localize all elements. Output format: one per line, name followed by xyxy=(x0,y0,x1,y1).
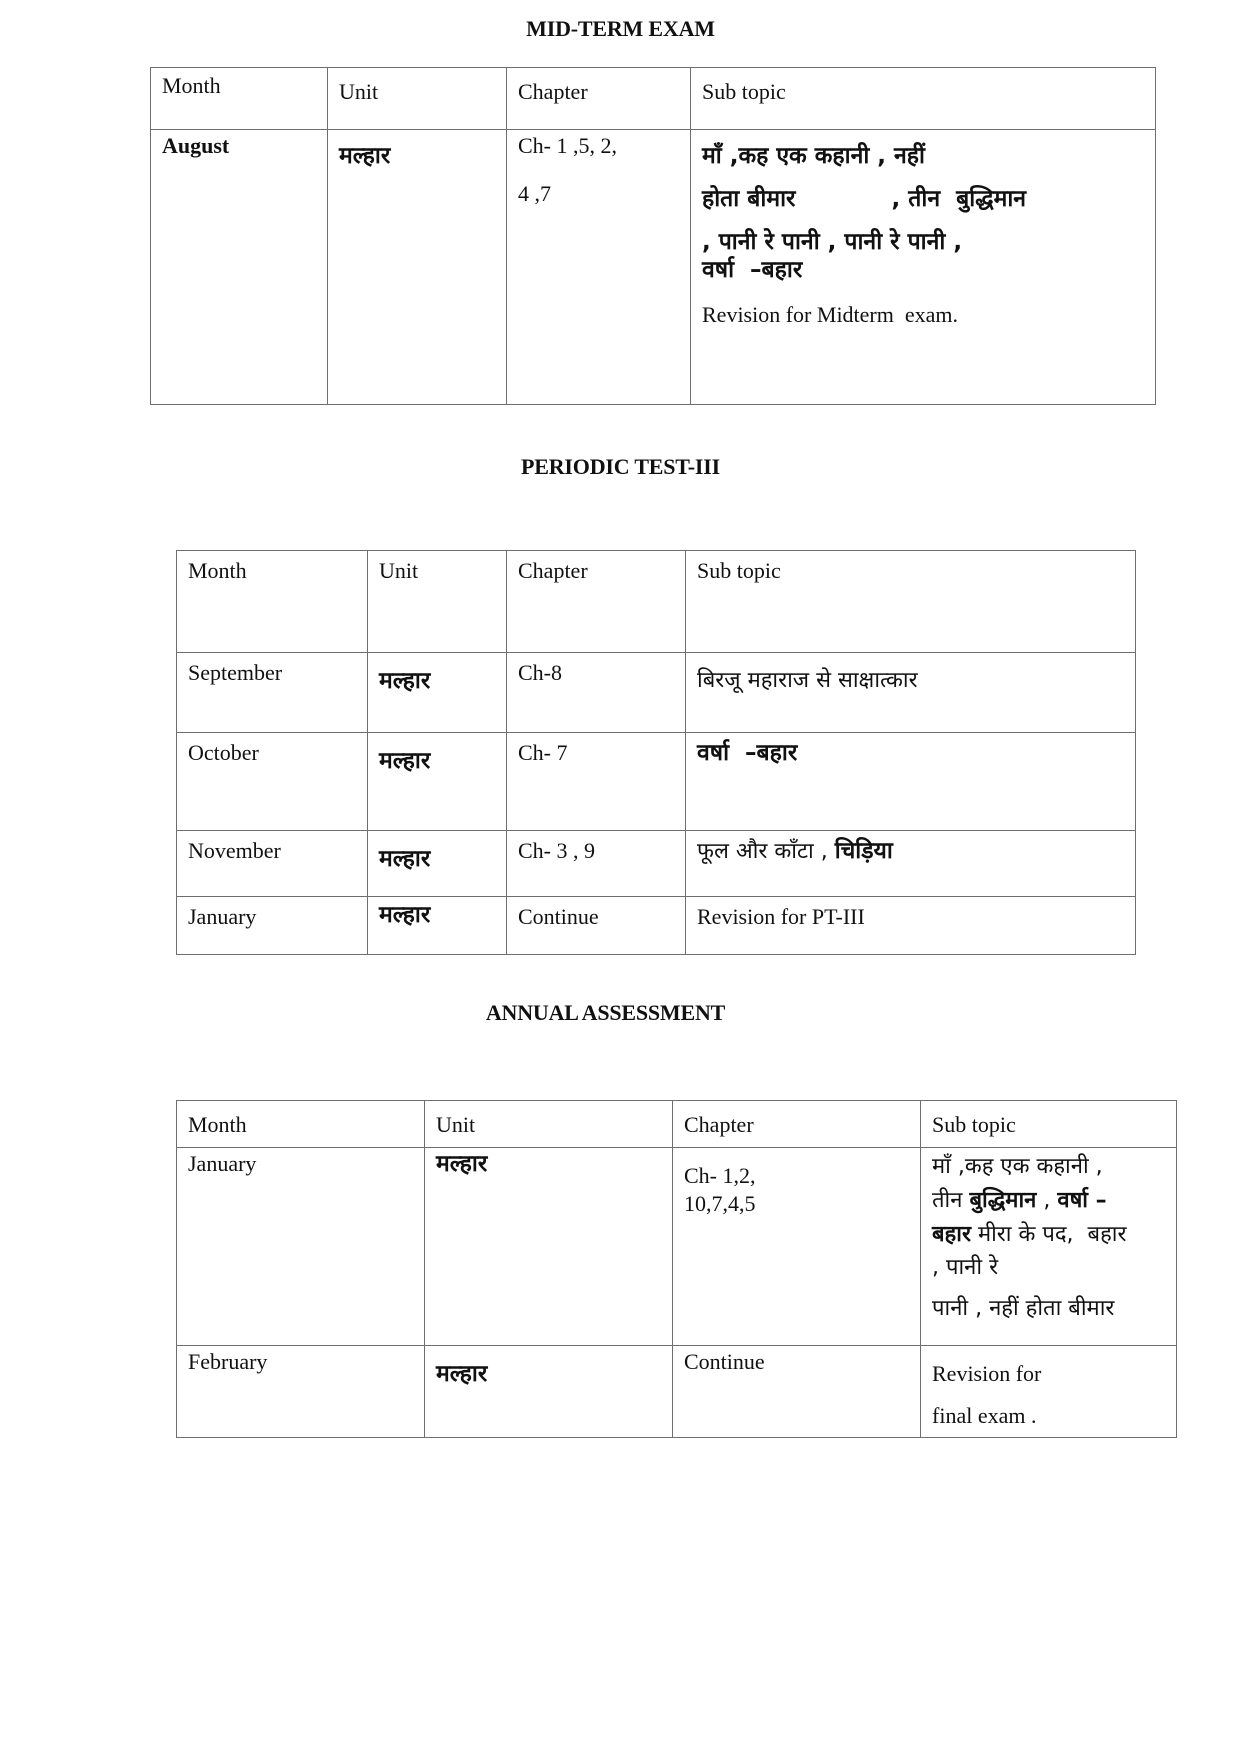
table-header-row xyxy=(151,68,1156,130)
subtopic-line: होता बीमार , तीन बुद्धिमान xyxy=(702,185,1027,212)
subtopic-text-bold: चिड़िया xyxy=(834,838,893,864)
subtopic-line: , पानी रे xyxy=(932,1255,999,1280)
cell-unit: मल्हार xyxy=(425,1148,673,1346)
cell-month: February xyxy=(177,1346,425,1438)
table-header-row xyxy=(177,1101,1177,1148)
cell-chapter: Ch-8 xyxy=(507,653,686,733)
subtopic-text: मीरा के पद, बहार xyxy=(970,1222,1127,1247)
cell-subtopic: वर्षा –बहार xyxy=(686,733,1136,831)
cell-month: September xyxy=(177,653,368,733)
subtopic-text: फूल और काँटा , xyxy=(697,839,835,864)
cell-unit: मल्हार xyxy=(328,130,507,405)
header-unit: Unit xyxy=(368,551,507,653)
cell-chapter xyxy=(507,130,691,405)
header-month: Month xyxy=(177,1101,425,1148)
cell-month: August xyxy=(151,130,328,405)
cell-unit: मल्हार xyxy=(368,733,507,831)
header-chapter: Chapter xyxy=(673,1101,921,1148)
subtopic-note: Revision for Midterm exam. xyxy=(702,302,959,327)
cell-subtopic xyxy=(921,1148,1177,1346)
subtopic-line: माँ ,कह एक कहानी , xyxy=(932,1154,1103,1179)
cell-subtopic xyxy=(686,831,1136,897)
subtopic-line: वर्षा –बहार xyxy=(702,257,803,284)
subtopic-line: Revision for xyxy=(932,1361,1042,1386)
cell-unit: मल्हार xyxy=(368,831,507,897)
cell-subtopic xyxy=(691,130,1156,405)
cell-month: January xyxy=(177,897,368,955)
table-row xyxy=(177,1148,1177,1346)
subtopic-text: तीन xyxy=(932,1188,970,1213)
cell-unit: मल्हार xyxy=(368,897,507,955)
subtopic-text-bold: बुद्धिमान xyxy=(969,1188,1037,1213)
header-unit: Unit xyxy=(328,68,507,130)
subtopic-text-bold: बहार xyxy=(932,1222,971,1247)
cell-subtopic xyxy=(921,1346,1177,1438)
cell-subtopic: बिरजू महाराज से साक्षात्कार xyxy=(686,653,1136,733)
table-row xyxy=(151,130,1156,405)
cell-chapter: Ch- 3 , 9 xyxy=(507,831,686,897)
header-unit: Unit xyxy=(425,1101,673,1148)
header-subtopic: Sub topic xyxy=(921,1101,1177,1148)
header-subtopic: Sub topic xyxy=(686,551,1136,653)
chapter-line: 4 ,7 xyxy=(518,180,551,206)
header-subtopic: Sub topic xyxy=(691,68,1156,130)
cell-month: January xyxy=(177,1148,425,1346)
header-chapter: Chapter xyxy=(507,551,686,653)
header-month: Month xyxy=(151,68,328,130)
cell-unit: मल्हार xyxy=(425,1346,673,1438)
subtopic-line: माँ ,कह एक कहानी , नहीं xyxy=(702,143,925,169)
subtopic-line xyxy=(932,1183,1172,1217)
chapter-line: 10,7,4,5 xyxy=(684,1190,756,1216)
subtopic-line: पानी , नहीं होता बीमार xyxy=(932,1296,1115,1321)
chapter-line: Ch- 1,2, xyxy=(684,1163,756,1188)
subtopic-text: , xyxy=(1036,1188,1058,1213)
cell-chapter: Continue xyxy=(507,897,686,955)
header-month: Month xyxy=(177,551,368,653)
header-chapter: Chapter xyxy=(507,68,691,130)
chapter-line: Ch- 1 ,5, 2, xyxy=(518,133,617,158)
cell-chapter: Continue xyxy=(673,1346,921,1438)
cell-chapter xyxy=(673,1148,921,1346)
cell-month: October xyxy=(177,733,368,831)
pt3-heading: PERIODIC TEST-III xyxy=(521,454,720,479)
subtopic-text-bold: वर्षा – xyxy=(1057,1188,1107,1213)
subtopic-line: final exam . xyxy=(932,1403,1037,1428)
cell-subtopic: Revision for PT-III xyxy=(686,897,1136,955)
annual-table xyxy=(176,1100,1177,1438)
annual-heading: ANNUAL ASSESSMENT xyxy=(485,1000,726,1025)
subtopic-line: , पानी रे पानी , पानी रे पानी , xyxy=(702,228,963,255)
table-row xyxy=(177,1346,1177,1438)
table-row xyxy=(177,897,1136,955)
cell-unit: मल्हार xyxy=(368,653,507,733)
midterm-heading: MID-TERM EXAM xyxy=(526,16,715,41)
cell-chapter: Ch- 7 xyxy=(507,733,686,831)
cell-month: November xyxy=(177,831,368,897)
table-row xyxy=(177,653,1136,733)
table-header-row xyxy=(177,551,1136,653)
midterm-table xyxy=(150,67,1156,405)
pt3-table xyxy=(176,550,1136,955)
table-row xyxy=(177,733,1136,831)
table-row xyxy=(177,831,1136,897)
subtopic-line xyxy=(932,1217,1172,1251)
